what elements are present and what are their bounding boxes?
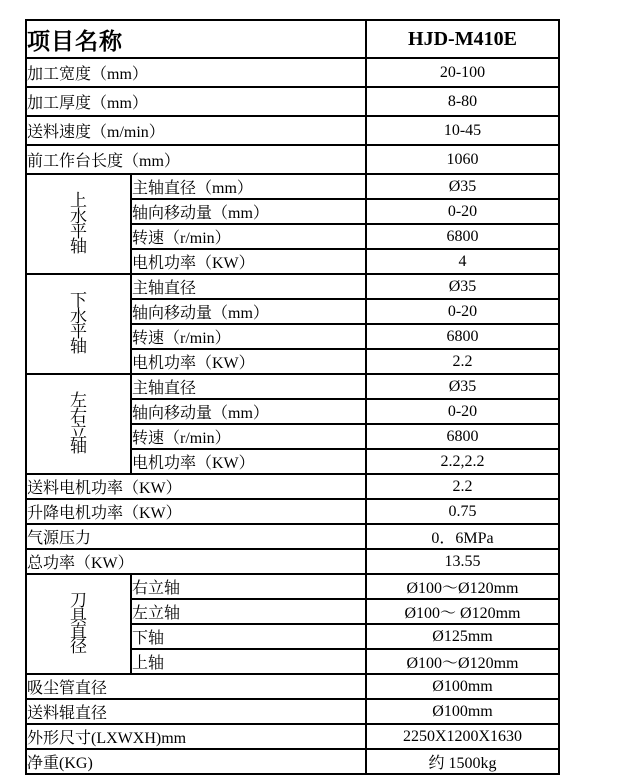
param-label: 吸尘管直径 <box>26 674 366 699</box>
param-label: 送料速度（m/min） <box>26 116 366 145</box>
param-value: 0.75 <box>366 499 559 524</box>
param-value: 2.2 <box>366 474 559 499</box>
spec-table-body <box>26 58 559 774</box>
param-label: 轴向移动量（mm） <box>131 299 366 324</box>
param-value: 2.2,2.2 <box>366 449 559 474</box>
table-row <box>26 699 559 724</box>
table-row <box>26 87 559 116</box>
header-row <box>26 20 559 58</box>
table-row <box>26 574 559 599</box>
group-title-left-right-vertical-spindle <box>26 374 131 474</box>
table-row <box>26 145 559 174</box>
param-value: Ø100～Ø120mm <box>366 574 559 599</box>
param-label: 右立轴 <box>131 574 366 599</box>
param-value: 2.2 <box>366 349 559 374</box>
param-label: 主轴直径（mm） <box>131 174 366 199</box>
param-label: 气源压力 <box>26 524 366 549</box>
param-value: 10-45 <box>366 116 559 145</box>
param-label: 总功率（KW） <box>26 549 366 574</box>
param-value: 6800 <box>366 424 559 449</box>
group-title-text: 刀具直径 <box>70 591 87 657</box>
param-label: 主轴直径 <box>131 274 366 299</box>
param-label: 下轴 <box>131 624 366 649</box>
param-value: Ø125mm <box>366 624 559 649</box>
param-value: Ø100mm <box>366 674 559 699</box>
group-title-tool-diameter <box>26 574 131 674</box>
param-label: 轴向移动量（mm） <box>131 199 366 224</box>
param-value: 8-80 <box>366 87 559 116</box>
table-row <box>26 724 559 749</box>
table-row <box>26 474 559 499</box>
table-row <box>26 116 559 145</box>
group-title-upper-horizontal-spindle <box>26 174 131 274</box>
param-label: 送料电机功率（KW） <box>26 474 366 499</box>
param-label: 前工作台长度（mm） <box>26 145 366 174</box>
param-value: Ø100～ Ø120mm <box>366 599 559 624</box>
param-value: 0-20 <box>366 199 559 224</box>
table-row <box>26 274 559 299</box>
param-value: 约 1500kg <box>366 749 559 774</box>
param-label: 升降电机功率（KW） <box>26 499 366 524</box>
param-label: 外形尺寸(LXWXH)mm <box>26 724 366 749</box>
param-value: Ø100mm <box>366 699 559 724</box>
param-label: 轴向移动量（mm） <box>131 399 366 424</box>
group-title-text: 左右立轴 <box>70 391 87 457</box>
param-label: 转速（r/min） <box>131 224 366 249</box>
param-value: 6800 <box>366 224 559 249</box>
param-value: 1060 <box>366 145 559 174</box>
param-label: 转速（r/min） <box>131 324 366 349</box>
table-row <box>26 674 559 699</box>
param-label: 电机功率（KW） <box>131 449 366 474</box>
param-label: 加工宽度（mm） <box>26 58 366 87</box>
group-title-text: 上水平轴 <box>70 191 87 257</box>
param-label: 上轴 <box>131 649 366 674</box>
model-header: HJD-M410E <box>366 20 559 58</box>
param-label: 送料辊直径 <box>26 699 366 724</box>
spec-table <box>25 19 560 775</box>
table-row <box>26 524 559 549</box>
table-row <box>26 58 559 87</box>
param-label: 电机功率（KW） <box>131 349 366 374</box>
param-label: 主轴直径 <box>131 374 366 399</box>
table-row <box>26 749 559 774</box>
param-value: 0-20 <box>366 299 559 324</box>
param-value: 4 <box>366 249 559 274</box>
param-value: Ø35 <box>366 374 559 399</box>
table-row <box>26 174 559 199</box>
param-value: 20-100 <box>366 58 559 87</box>
param-value: Ø35 <box>366 174 559 199</box>
param-value: Ø35 <box>366 274 559 299</box>
group-title-lower-horizontal-spindle <box>26 274 131 374</box>
param-value: 2250X1200X1630 <box>366 724 559 749</box>
param-label: 净重(KG) <box>26 749 366 774</box>
table-row <box>26 374 559 399</box>
group-title-text: 下水平轴 <box>70 291 87 357</box>
param-label: 左立轴 <box>131 599 366 624</box>
param-label: 加工厚度（mm） <box>26 87 366 116</box>
param-label: 电机功率（KW） <box>131 249 366 274</box>
table-row <box>26 549 559 574</box>
param-value: 0．6MPa <box>366 524 559 549</box>
param-value: 6800 <box>366 324 559 349</box>
param-value: 0-20 <box>366 399 559 424</box>
param-value: 13.55 <box>366 549 559 574</box>
param-name-header: 项目名称 <box>26 20 366 58</box>
param-label: 转速（r/min） <box>131 424 366 449</box>
param-value: Ø100～Ø120mm <box>366 649 559 674</box>
table-row <box>26 499 559 524</box>
spec-table-container <box>25 19 560 775</box>
